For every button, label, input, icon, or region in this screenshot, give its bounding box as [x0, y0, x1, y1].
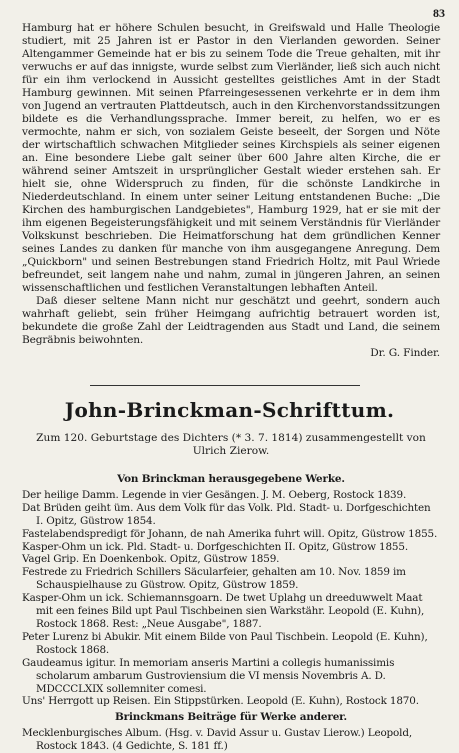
list-item: Der heilige Damm. Legende in vier Gesängen. J. M. Oeberg, Rostock 1839.	[22, 488, 407, 501]
list-item: Dat Brüden geiht üm. Aus dem Volk für das Volk. Pld. Stadt- u. Dorfgeschichten I. Opitz, Güstrow 1854.	[22, 501, 431, 527]
list-item: Festrede zu Friedrich Schillers Säcularfeier, gehalten am 10. Nov. 1859 im Schauspielhause zu Güstrow. Opitz, Güstrow 1859.	[22, 566, 406, 592]
obituary-signature: Dr. G. Finder.	[370, 347, 440, 359]
section-heading-contributions: Brinckmans Beiträge für Werke anderer.	[114, 711, 347, 724]
bibliography	[22, 471, 440, 753]
list-item: Fastelabendspredigt för Johann, de nah Amerika fuhrt will. Opitz, Güstrow 1855.	[22, 527, 438, 540]
list-item: Uns' Herrgott up Reisen. Ein Stippstürken. Leopold (E. Kuhn), Rostock 1870.	[22, 695, 419, 708]
list-item: Vagel Grip. En Doenkenbok. Opitz, Güstrow 1859.	[22, 553, 280, 566]
section-heading-works: Von Brinckman herausgegebene Werke.	[117, 473, 345, 485]
divider-rule	[90, 385, 360, 386]
page-number: 83	[433, 6, 445, 20]
list-item: Gaudeamus igitur. In memoriam anseris Martini a collegis humanissimis scholarum ambarum Gustroviensium die VI mensis Novembris A. D. MDCCCLXIX sollemniter comesi.	[22, 656, 395, 695]
article-title: John-Brinckman-Schrifttum.	[64, 398, 395, 422]
obituary-paragraph-2: Daß dieser seltene Mann nicht nur geschätzt und geehrt, sondern auch wahrhaft geliebt, sein früher Heimgang aufrichtig betrauert worden ist, bekundete die große Zahl der Leidtragenden aus Stadt und Land, die seinem Begräbnis beiwohnten.	[22, 295, 440, 346]
list-item: Peter Lurenz bi Abukir. Mit einem Bilde von Paul Tischbein. Leopold (E. Kuhn), Rostock 1868.	[22, 630, 428, 656]
list-item: Kasper-Ohm un ick. Schiemannsgoarn. De twet Uplahg un dreeduwwelt Maat mit een feines Bild upt Paul Tischbeinen sien Warkstähr. Leopold (E. Kuhn), Rostock 1868. Rest: „Neue Ausgabe", 1887.	[22, 592, 425, 630]
list-item: Kasper-Ohm un ick. Pld. Stadt- u. Dorfgeschichten II. Opitz, Güstrow 1855.	[22, 540, 408, 553]
obituary-paragraph-1: Hamburg hat er höhere Schulen besucht, in Greifswald und Halle Theologie studiert, mit 25 Jahren ist er Pastor in den Vierlanden geworden. Seiner Altengammer Gemeinde hat er bis zu seinem Tode die Treue gehalten, mit ihr verwuchs er auf das innigste, wurde selbst zum Vierländer, ließ sich auch nicht für ein ihm verlockend in Aussicht gestelltes geistliches Amt in der Stadt Hamburg gewinnen. Mit seinen Pfarreingesessenen verkehrte er in dem ihm von Jugend an vertrauten Plattdeutsch, auch in den Kirchenvorstandssitzungen bildete es die Verhandlungssprache. Immer bereit, zu helfen, wo er es vermochte, nahm er sich, von sozialem Geiste beseelt, der Sorgen und Nöte der wirtschaftlich schwachen Mitglieder seines Kirchspiels als seiner eigenen an. Eine besondere Liebe galt seiner über 600 Jahre alten Kirche, die er während seiner Amtszeit in ursprünglicher Gestalt wieder erstehen sah. Er hielt sie, ohne Widerspruch zu finden, für die schönste Landkirche in Niederdeutschland. In einem unter seiner Leitung entstandenen Buche: „Die Kirchen des hamburgischen Landgebietes", Hamburg 1929, hat er sie mit der ihm eigenen Begeisterungsfähigkeit und mit seinem Verständnis für Vierländer Volkskunst beschrieben. Die Heimatforschung hat dem gründlichen Kenner seines Landes zu danken für manche von ihm ausgegangene Anregung. Dem „Quickborn" und seinen Bestrebungen stand Friedrich Holtz, mit Paul Wriede befreundet, seit langem nahe und nahm, zumal in jüngeren Jahren, an seinen wissenschaftlichen und festlichen Veranstaltungen lebhaften Anteil.	[22, 22, 440, 294]
article-subtitle: Zum 120. Geburtstage des Dichters (* 3. 7. 1814) zusammengestellt von Ulrich Zierow.	[36, 432, 426, 457]
list-item: Mecklenburgisches Album. (Hsg. v. David Assur u. Gustav Lierow.) Leopold, Rostock 1843. (4 Gedichte, S. 181 ff.)	[22, 727, 412, 753]
obituary-text	[22, 22, 440, 360]
